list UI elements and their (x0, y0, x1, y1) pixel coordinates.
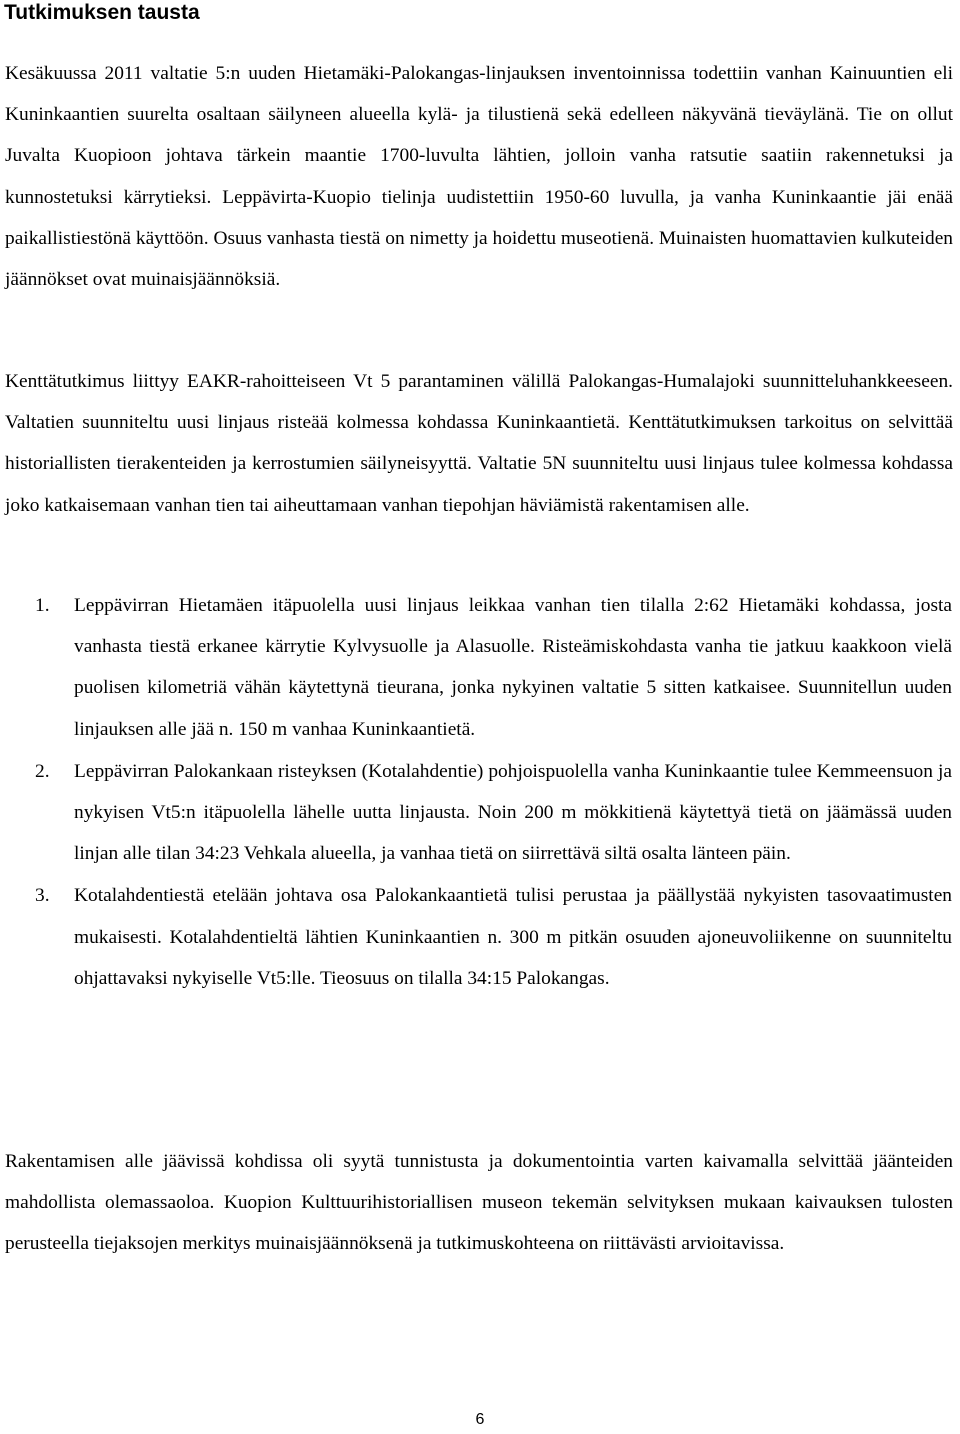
page-number: 6 (475, 1411, 485, 1428)
list-item-text: Leppävirran Hietamäen itäpuolella uusi linjaus leikkaa vanhan tien tilalla 2:62 Hietamäki kohdassa, josta vanhasta tiestä erkanee kärrytie Kylvysuolle ja Alasuolle. Risteämiskohdasta vanha tie jatkuu kaakkoon vielä puolisen kilometriä vähän käytettynä tieurana, jonka nykyinen valtatie 5 sitten katkaisee. Suunnitellun uuden linjauksen alle jää n. 150 m vanhaa Kuninkaantietä. (74, 595, 952, 740)
list-item (0, 585, 952, 750)
section-heading: Tutkimuksen tausta (4, 1, 200, 24)
intersection-list (0, 585, 960, 1000)
paragraph-fieldwork: Kenttätutkimus liittyy EAKR-rahoitteiseen Vt 5 parantaminen välillä Palokangas-Humalajoki suunnitteluhankkeeseen. Valtatien suunniteltu uusi linjaus risteää kolmessa kohdassa Kuninkaantietä. Kenttätutkimuksen tarkoitus on selvittää historiallisten tierakenteiden ja kerrostumien säilyneisyyttä. Valtatie 5N suunniteltu uusi linjaus tulee kolmessa kohdassa joko katkaisemaan vanhan tien tai aiheuttamaan vanhan tiepohjan häviämistä rakentamisen alle. (5, 371, 953, 516)
list-item-text: Leppävirran Palokankaan risteyksen (Kotalahdentie) pohjoispuolella vanha Kuninkaantie tulee Kemmeensuon ja nykyisen Vt5:n itäpuolella lähelle uutta linjausta. Noin 200 m mökkitienä käytettyä tietä on jäämässä uuden linjan alle tilan 34:23 Vehkala alueella, ja vanhaa tietä on siirrettävä siltä osalta länteen päin. (74, 760, 952, 865)
list-item-number: 3. (35, 885, 50, 907)
paragraph-conclusion: Rakentamisen alle jäävissä kohdissa oli syytä tunnistusta ja dokumentointia varten kaivamalla selvittää jäänteiden mahdollista olemassaoloa. Kuopion Kulttuurihistoriallisen museon tekemän selvityksen mukaan kaivauksen tulosten perusteella tiejaksojen merkitys muinaisjäännöksenä ja tutkimuskohteena on riittävästi arvioitavissa. (5, 1151, 953, 1255)
paragraph-background: Kesäkuussa 2011 valtatie 5:n uuden Hietamäki-Palokangas-linjauksen inventoinnissa todettiin vanhan Kainuuntien eli Kuninkaantien suurelta osaltaan säilyneen alueella kylä- ja tilustienä sekä edelleen näkyvänä tieväylänä. Tie on ollut Juvalta Kuopioon johtava tärkein maantie 1700-luvulta lähtien, jolloin vanha ratsutie saatiin rakennetuksi ja kunnostetuksi kärrytieksi. Leppävirta-Kuopio tielinja uudistettiin 1950-60 luvulla, ja vanha Kuninkaantie jäi enää paikallistiestönä käyttöön. Osuus vanhasta tiestä on nimetty ja hoidettu museotienä. Muinaisten huomattavien kulkuteiden jäännökset ovat muinaisjäännöksiä. (5, 63, 953, 291)
list-item (0, 875, 952, 999)
list-item-text: Kotalahdentiestä etelään johtava osa Palokankaantietä tulisi perustaa ja päällystää nykyisten tasovaatimusten mukaisesti. Kotalahdentieltä lähtien Kuninkaantien n. 300 m pitkän osuuden ajoneuvoliikenne on suunniteltu ohjattavaksi nykyiselle Vt5:lle. Tieosuus on tilalla 34:15 Palokangas. (74, 885, 952, 989)
list-item-number: 1. (35, 595, 50, 616)
list-item-number: 2. (35, 760, 50, 782)
list-item (0, 751, 952, 875)
